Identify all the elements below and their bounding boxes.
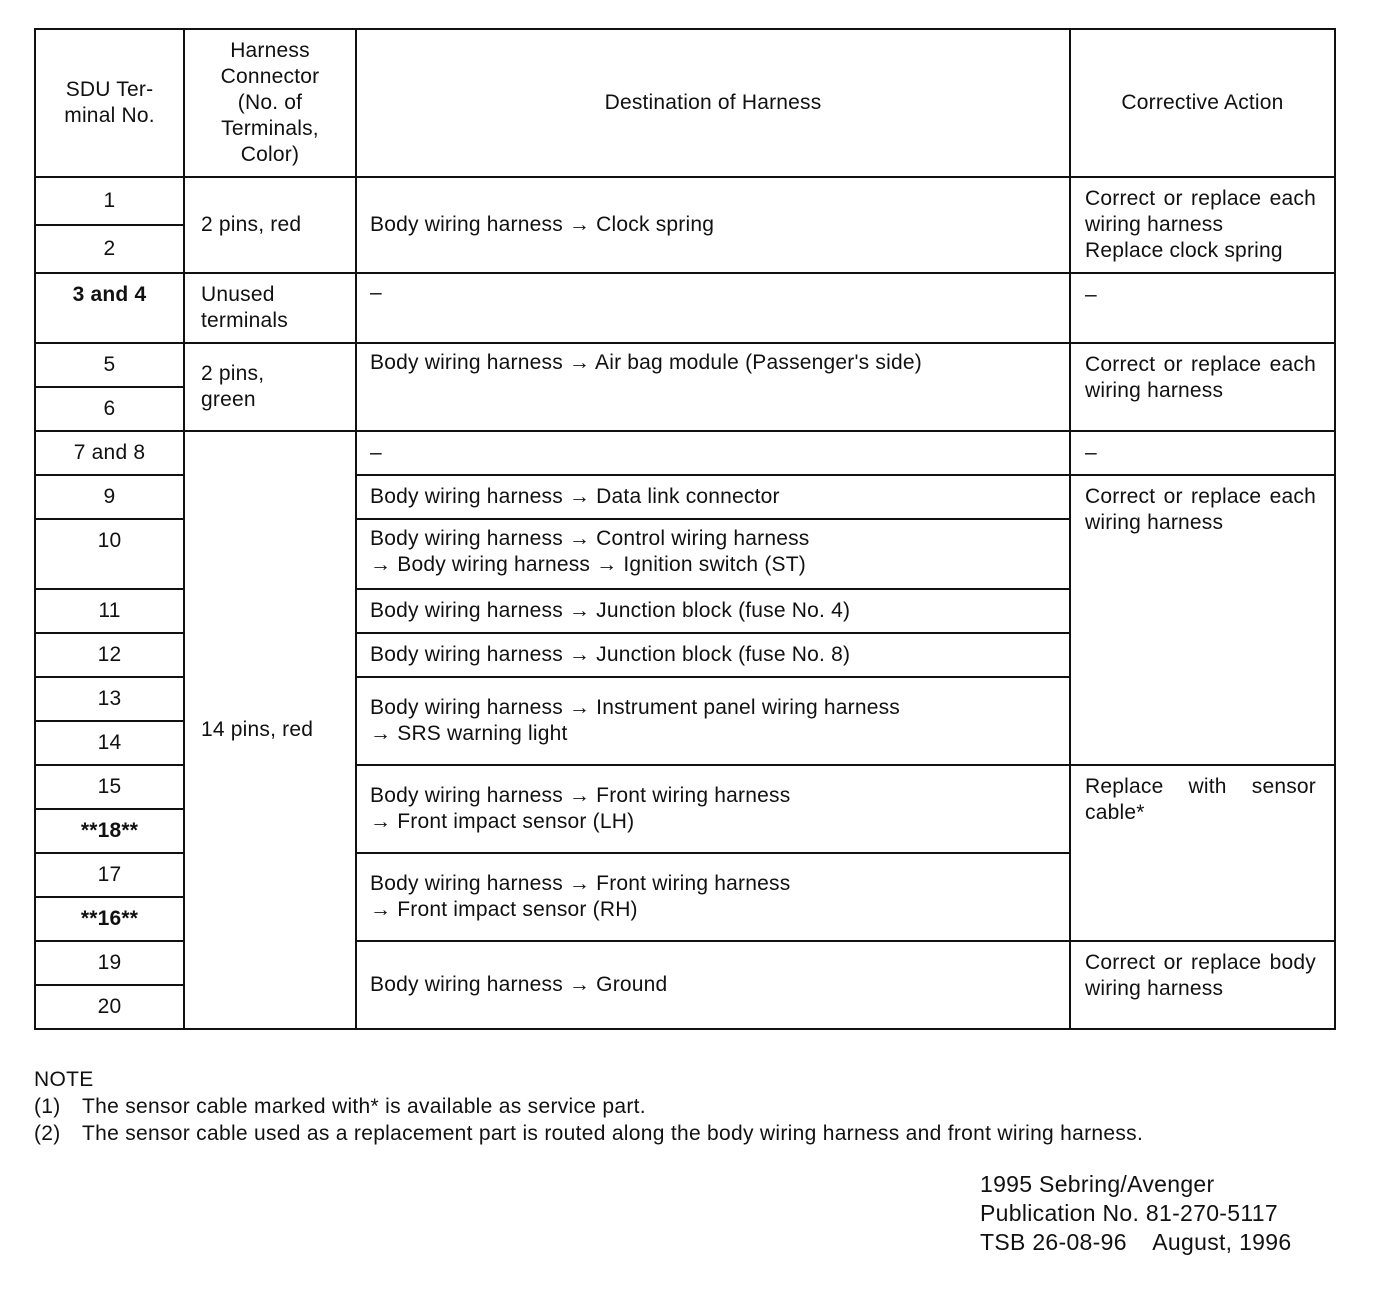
- action-line: Replace clock spring: [1085, 239, 1283, 262]
- terminal-cell: 5: [35, 343, 184, 387]
- publication-number: Publication No. 81-270-5117: [980, 1200, 1278, 1226]
- terminal-cell: 14: [35, 721, 184, 765]
- terminal-cell: 1: [35, 177, 184, 225]
- header-terminal-line: SDU Ter-: [65, 78, 154, 101]
- terminal-cell: 11: [35, 589, 184, 633]
- terminal-cell: 9: [35, 475, 184, 519]
- terminal-cell: 15: [35, 765, 184, 809]
- terminal-cell: 6: [35, 387, 184, 431]
- publication-tsb: TSB 26-08-96 August, 1996: [980, 1229, 1292, 1255]
- destination-line: Body wiring harness → Control wiring harness: [370, 527, 810, 550]
- terminal-cell: 7 and 8: [35, 431, 184, 475]
- table-row: [35, 273, 1335, 343]
- table-row: [35, 343, 1335, 387]
- destination-cell: –: [356, 273, 1070, 343]
- destination-cell: [356, 765, 1070, 853]
- connector-line: Unused: [201, 283, 275, 306]
- note-text: The sensor cable used as a replacement part is routed along the body wiring harness and front wiring harness.: [82, 1122, 1144, 1145]
- connector-line: 2 pins,: [201, 362, 265, 385]
- connector-line: terminals: [201, 309, 288, 332]
- destination-cell: Body wiring harness → Clock spring: [356, 177, 1070, 273]
- destination-line: Body wiring harness → Front wiring harness: [370, 784, 791, 807]
- destination-line: → Front impact sensor (LH): [370, 810, 635, 833]
- action-line: Correct or replace each wiring harness: [1085, 187, 1316, 236]
- terminal-cell: **16**: [35, 897, 184, 941]
- note-number: (1): [34, 1095, 61, 1118]
- header-connector-line: Harness: [230, 39, 310, 62]
- publication-info: [980, 1170, 1291, 1257]
- terminal-cell: 13: [35, 677, 184, 721]
- header-connector-line: Color): [240, 143, 300, 166]
- table-row: [35, 431, 1335, 475]
- publication-model: 1995 Sebring/Avenger: [980, 1171, 1215, 1197]
- terminal-cell: 3 and 4: [35, 273, 184, 343]
- action-cell: [1070, 177, 1335, 273]
- header-connector-line: Connector: [220, 65, 320, 88]
- terminal-cell: **18**: [35, 809, 184, 853]
- destination-cell: [356, 677, 1070, 765]
- action-cell: –: [1070, 273, 1335, 343]
- destination-cell: Body wiring harness → Junction block (fuse No. 4): [356, 589, 1070, 633]
- sdu-terminal-table: [34, 28, 1336, 1030]
- action-cell: Correct or replace body wiring harness: [1070, 941, 1335, 1029]
- header-connector-line: Terminals,: [221, 117, 319, 140]
- header-connector-line: (No. of: [237, 91, 303, 114]
- notes-section: [34, 1066, 1143, 1147]
- action-cell: –: [1070, 431, 1335, 475]
- destination-cell: [356, 853, 1070, 941]
- connector-line: green: [201, 388, 256, 411]
- destination-cell: Body wiring harness → Ground: [356, 941, 1070, 1029]
- table-row: [35, 177, 1335, 225]
- header-action: Corrective Action: [1070, 29, 1335, 177]
- destination-cell: Body wiring harness → Data link connector: [356, 475, 1070, 519]
- header-terminal-line: minal No.: [64, 104, 155, 127]
- destination-cell: Body wiring harness → Junction block (fuse No. 8): [356, 633, 1070, 677]
- note-item: [34, 1120, 1143, 1147]
- notes-title: NOTE: [34, 1068, 94, 1091]
- terminal-cell: 2: [35, 225, 184, 273]
- destination-cell: [356, 519, 1070, 589]
- connector-cell: [184, 273, 356, 343]
- destination-cell: –: [356, 431, 1070, 475]
- destination-line: → Body wiring harness → Ignition switch (ST): [370, 553, 806, 576]
- destination-line: → SRS warning light: [370, 722, 568, 745]
- terminal-cell: 20: [35, 985, 184, 1029]
- destination-line: Body wiring harness → Instrument panel wiring harness: [370, 696, 901, 719]
- header-destination: Destination of Harness: [356, 29, 1070, 177]
- table-header-row: [35, 29, 1335, 177]
- connector-cell: 14 pins, red: [184, 431, 356, 1029]
- terminal-cell: 17: [35, 853, 184, 897]
- note-item: [34, 1093, 1143, 1120]
- terminal-cell: 19: [35, 941, 184, 985]
- action-cell: Correct or replace each wiring harness: [1070, 343, 1335, 431]
- destination-cell: Body wiring harness → Air bag module (Passenger's side): [356, 343, 1070, 431]
- header-connector: [184, 29, 356, 177]
- action-cell: Correct or replace each wiring harness: [1070, 475, 1335, 765]
- destination-line: → Front impact sensor (RH): [370, 898, 638, 921]
- destination-line: Body wiring harness → Front wiring harness: [370, 872, 791, 895]
- connector-cell: 2 pins, red: [184, 177, 356, 273]
- connector-cell: [184, 343, 356, 431]
- note-number: (2): [34, 1122, 61, 1145]
- terminal-cell: 10: [35, 519, 184, 589]
- header-terminal: [35, 29, 184, 177]
- action-cell: Replace with sensor cable*: [1070, 765, 1335, 941]
- terminal-cell: 12: [35, 633, 184, 677]
- note-text: The sensor cable marked with* is available as service part.: [82, 1095, 646, 1118]
